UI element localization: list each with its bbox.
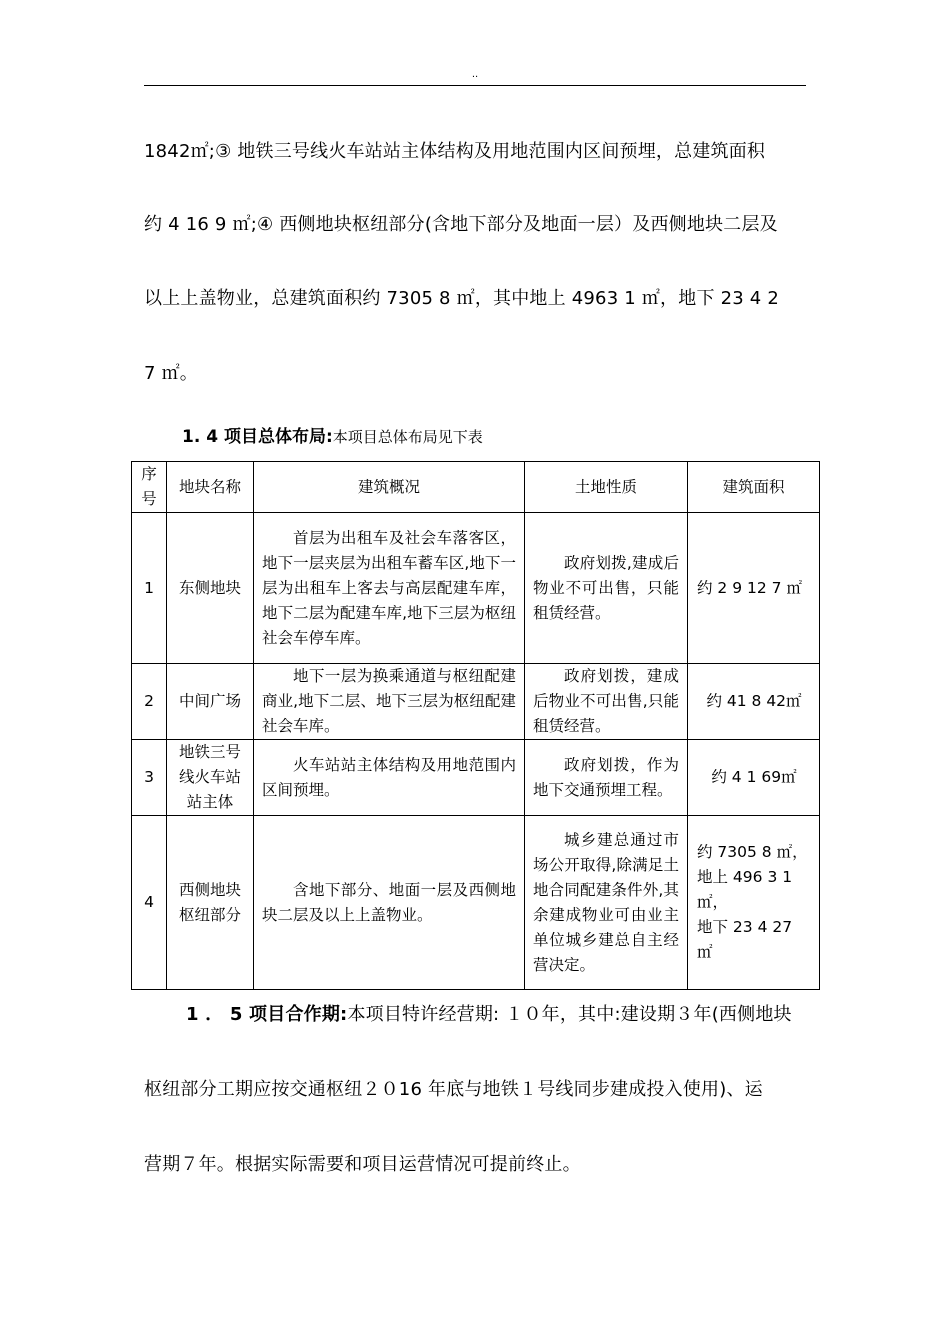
paragraph-line: 1842㎡;③ 地铁三号线火车站站主体结构及用地范围内区间预埋，总建筑面积 xyxy=(144,141,766,162)
paragraph-line: 营期７年。根据实际需要和项目运营情况可提前终止。 xyxy=(144,1154,581,1175)
paragraph-line: 以上上盖物业，总建筑面积约 7305 8 ㎡，其中地上 4963 1 ㎡，地下 23 4 2 xyxy=(144,288,780,309)
row-name: 东侧地块 xyxy=(167,513,254,664)
row-land: 政府划拨,建成后物业不可出售，只能租赁经营。 xyxy=(525,513,688,664)
area-line: 约 41 8 42㎡ xyxy=(706,692,802,710)
row-no: 2 xyxy=(132,664,167,740)
row-no: 1 xyxy=(132,513,167,664)
paragraph-line xyxy=(186,1002,806,1028)
header-rule xyxy=(144,85,806,86)
table-row xyxy=(132,816,820,990)
row-overview: 火车站站主体结构及用地范围内区间预埋。 xyxy=(254,740,525,816)
header-name: 地块名称 xyxy=(167,462,254,513)
area-line: 约 2 9 12 7 ㎡ xyxy=(697,578,802,597)
row-overview: 首层为出租车及社会车落客区，地下一层夹层为出租车蓄车区,地下一层为出租车上客去与高层配建车库，地下二层为配建车库,地下三层为枢纽社会车停车库。 xyxy=(254,513,525,664)
row-no: 3 xyxy=(132,740,167,816)
header-land: 土地性质 xyxy=(525,462,688,513)
row-area xyxy=(688,664,820,740)
table-header-row xyxy=(132,462,820,513)
row-area xyxy=(688,740,820,816)
section-text: 本项目特许经营期: １０年，其中:建设期３年(西侧地块 xyxy=(347,1004,792,1025)
area-line: 约 7305 8 ㎡， xyxy=(697,843,808,861)
area-line: 地下 23 4 27 ㎡ xyxy=(697,918,793,961)
row-name: 中间广场 xyxy=(167,664,254,740)
table-row xyxy=(132,664,820,740)
row-overview: 含地下部分、地面一层及西侧地块二层及以上上盖物业。 xyxy=(254,816,525,990)
paragraph-line: 7 ㎡。 xyxy=(144,363,198,384)
area-line: 地上 496 3 1 ㎡， xyxy=(697,868,793,911)
area-line: 约 4 1 69㎡ xyxy=(711,768,797,786)
header-overview: 建筑概况 xyxy=(254,462,525,513)
row-area xyxy=(688,513,820,664)
section-heading-layout xyxy=(182,425,483,449)
header-mark: .. xyxy=(471,69,479,80)
paragraph-line: 枢纽部分工期应按交通枢纽２０16 年底与地铁１号线同步建成投入使用)、运 xyxy=(144,1079,763,1100)
row-name: 西侧地块枢纽部分 xyxy=(167,816,254,990)
row-name: 地铁三号线火车站站主体 xyxy=(167,740,254,816)
row-land: 城乡建总通过市场公开取得,除满足土地合同配建条件外,其余建成物业可由业主单位城乡建总自主经营决定。 xyxy=(525,816,688,990)
row-area xyxy=(688,816,820,990)
table-row xyxy=(132,740,820,816)
table-row xyxy=(132,513,820,664)
row-land: 政府划拨，作为地下交通预埋工程。 xyxy=(525,740,688,816)
layout-table xyxy=(131,461,820,990)
header-area: 建筑面积 xyxy=(688,462,820,513)
section-text: 本项目总体布局见下表 xyxy=(332,428,483,446)
section-number: 1. 4 项目总体布局: xyxy=(182,427,333,447)
paragraph-line: 约 4 16 9 ㎡;④ 西侧地块枢纽部分(含地下部分及地面一层）及西侧地块二层及 xyxy=(144,214,778,235)
row-no: 4 xyxy=(132,816,167,990)
row-land: 政府划拨，建成后物业不可出售,只能租赁经营。 xyxy=(525,664,688,740)
section-number: 1 ． 5 项目合作期: xyxy=(186,1004,348,1025)
row-overview: 地下一层为换乘通道与枢纽配建商业,地下二层、地下三层为枢纽配建社会车库。 xyxy=(254,664,525,740)
header-no: 序号 xyxy=(132,462,167,513)
